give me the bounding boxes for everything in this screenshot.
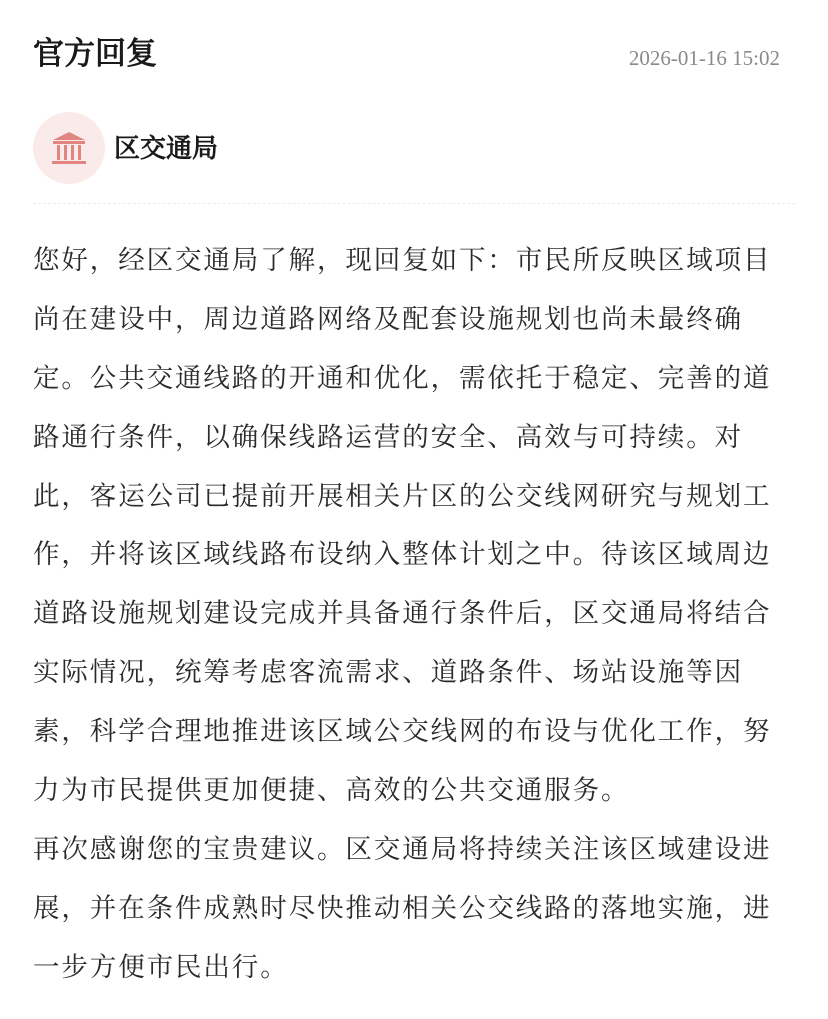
responder-name: 区交通局 xyxy=(114,134,219,164)
reply-line: 素，科学合理地推进该区域公交线网的布设与优化工作，努 xyxy=(33,716,772,748)
reply-line: 实际情况，统筹考虑客流需求、道路条件、场站设施等因 xyxy=(33,657,743,689)
reply-line: 路通行条件，以确保线路运营的安全、高效与可持续。对 xyxy=(33,421,743,453)
avatar xyxy=(33,112,105,184)
government-building-icon xyxy=(49,128,89,168)
reply-line: 作，并将该区域线路布设纳入整体计划之中。待该区域周边 xyxy=(33,539,772,571)
divider xyxy=(33,203,795,204)
page-title: 官方回复 xyxy=(33,36,157,72)
reply-line: 尚在建设中，周边道路网络及配套设施规划也尚未最终确 xyxy=(33,303,743,335)
reply-content xyxy=(33,232,793,998)
reply-line: 力为市民提供更加便捷、高效的公共交通服务。 xyxy=(33,775,630,807)
reply-line: 一步方便市民出行。 xyxy=(33,951,289,983)
reply-line: 展，并在条件成熟时尽快推动相关公交线路的落地实施，进 xyxy=(33,892,772,924)
reply-timestamp: 2026-01-16 15:02 xyxy=(628,46,780,70)
reply-line: 定。公共交通线路的开通和优化，需依托于稳定、完善的道 xyxy=(33,362,772,394)
reply-line: 您好，经区交通局了解，现回复如下：市民所反映区域项目 xyxy=(33,245,772,276)
reply-line: 道路设施规划建设完成并具备通行条件后，区交通局将结合 xyxy=(33,598,772,630)
reply-line: 此，客运公司已提前开展相关片区的公交线网研究与规划工 xyxy=(33,480,772,512)
reply-line: 再次感谢您的宝贵建议。区交通局将持续关注该区域建设进 xyxy=(33,833,772,865)
